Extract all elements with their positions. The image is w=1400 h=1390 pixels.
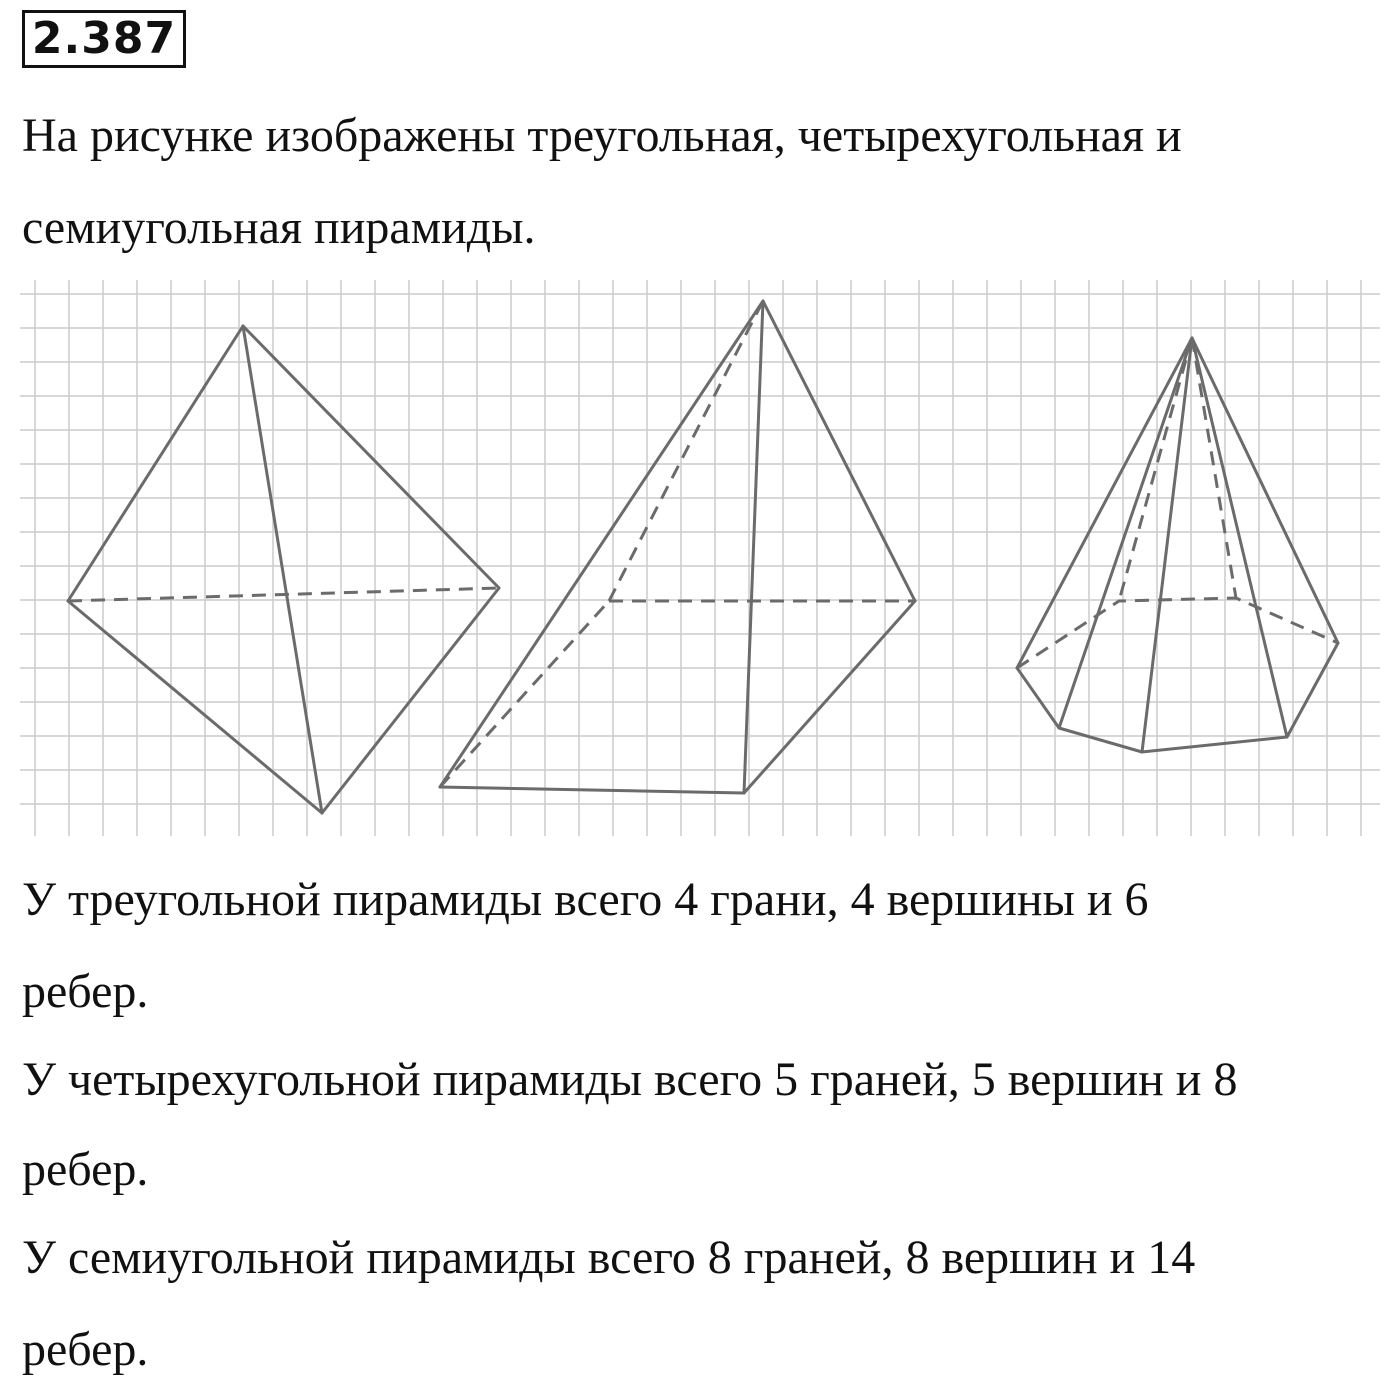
answer-heptagonal-line-2: ребер. [22, 1323, 149, 1376]
answer-heptagonal-line-1: У семиугольной пирамиды всего 8 граней, 8 вершин и 14 [22, 1231, 1196, 1284]
answer-triangular-line-2: ребер. [22, 965, 149, 1018]
heptagonal-pyramid [1017, 338, 1338, 752]
answer-quadrangular-line-2: ребер. [22, 1143, 149, 1196]
statement-line-1: На рисунке изображены треугольная, четырехугольная и [22, 109, 1182, 162]
triangular-pyramid [68, 326, 499, 813]
statement-line-2: семиугольная пирамиды. [22, 201, 536, 254]
answer-triangular-line-1: У треугольной пирамиды всего 4 грани, 4 вершины и 6 [22, 873, 1149, 926]
problem-number: 2.387 [22, 10, 186, 68]
pyramids-figure [0, 280, 1400, 840]
grid-background [20, 280, 1380, 836]
answer-quadrangular-line-1: У четырехугольной пирамиды всего 5 граней, 5 вершин и 8 [22, 1053, 1238, 1106]
